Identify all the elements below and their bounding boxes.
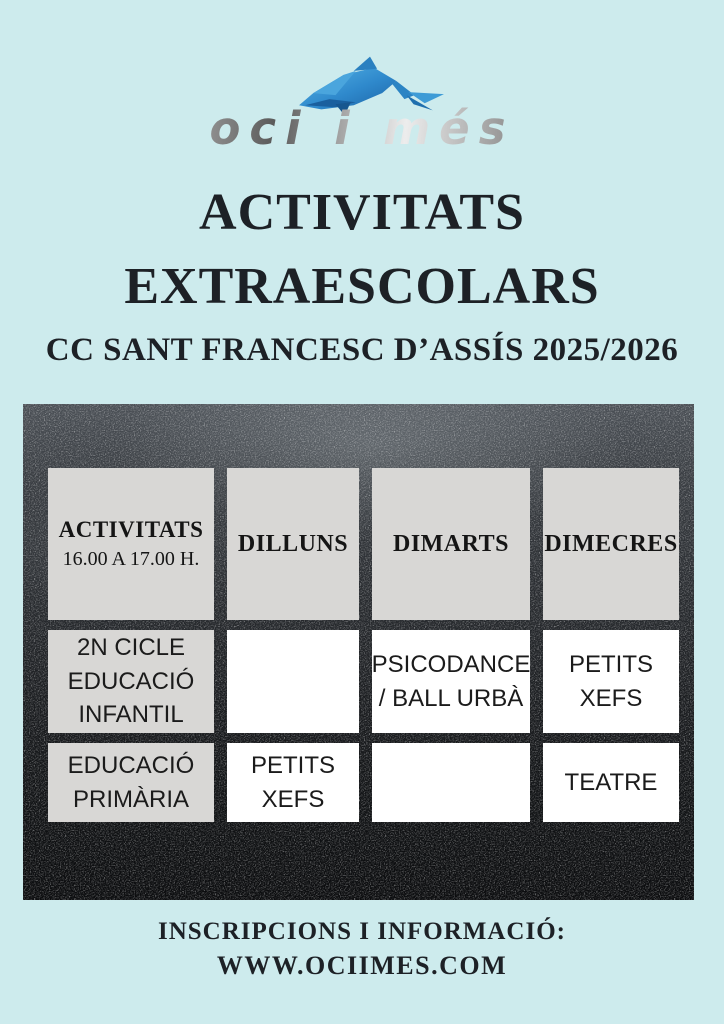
header-cell-activities [48, 468, 214, 620]
day-label-monday: DILLUNS [237, 530, 349, 557]
header-cell-tuesday [372, 468, 530, 620]
header-cell-monday [227, 468, 359, 620]
day-label-wednesday: DIMECRES [544, 530, 678, 557]
row-label-infantil: 2N CICLE EDUCACIÓ INFANTIL [48, 630, 214, 733]
schedule-cell-primaria-dimecres: TEATRE [543, 743, 679, 822]
day-label-tuesday: DIMARTS [393, 530, 509, 557]
brand-wordmark: oci i més [0, 102, 724, 155]
schedule-cell-infantil-dimarts: PSICODANCE / BALL URBÀ [372, 630, 530, 733]
activities-time-range: 16.00 A 17.00 H. [62, 548, 200, 570]
footer-info-label: INSCRIPCIONS I INFORMACIÓ: [158, 918, 566, 945]
schedule-cell-infantil-dimecres: PETITS XEFS [543, 630, 679, 733]
title-line-2: EXTRAESCOLARS [124, 257, 600, 315]
schedule-cell-primaria-dilluns: PETITS XEFS [227, 743, 359, 822]
poster-footer [0, 918, 724, 981]
schedule-table [48, 468, 679, 822]
schedule-board [23, 404, 694, 900]
header-cell-wednesday [543, 468, 679, 620]
poster-title [0, 176, 724, 324]
activities-header-label: ACTIVITATS [58, 517, 204, 542]
title-line-1: ACTIVITATS [199, 184, 525, 241]
schedule-cell-infantil-dilluns [227, 630, 359, 733]
poster-subtitle: CC SANT FRANCESC D’ASSÍS 2025/2026 [45, 332, 679, 368]
row-label-primaria: EDUCACIÓ PRIMÀRIA [48, 743, 214, 822]
schedule-cell-primaria-dimarts [372, 743, 530, 822]
footer-website: WWW.OCIIMES.COM [216, 951, 508, 980]
